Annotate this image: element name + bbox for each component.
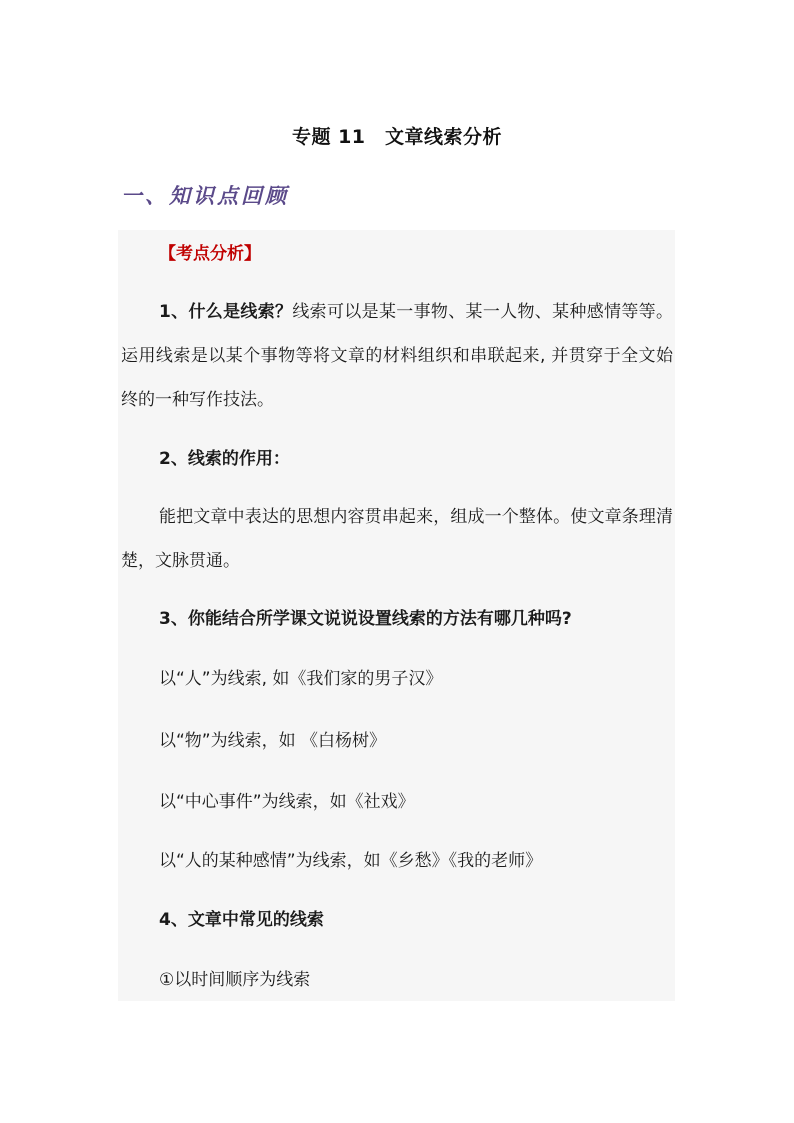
q2-paragraph: 能把文章中表达的思想内容贯串起来，组成一个整体。使文章条理清楚，文脉贯通。 (121, 507, 673, 571)
kaodian-label: 【考点分析】 (159, 244, 261, 264)
q3-heading: 3、你能结合所学课文说说设置线索的方法有哪几种吗? (159, 609, 572, 629)
q2-heading: 2、线索的作用： (159, 449, 290, 469)
q4-heading: 4、文章中常见的线索 (159, 910, 324, 930)
method-item-event: 以“中心事件”为线索，如《社戏》 (159, 792, 415, 812)
q4-item-time: ①以时间顺序为线索 (159, 970, 311, 990)
q1-text: 线索可以是某一事物、某一人物、某种感情等等。运用线索是以某个事物等将文章的材料组织和串联起来, 并贯穿于全文始终的一种写作技法。 (121, 302, 673, 410)
method-item-person: 以“人”为线索, 如《我们家的男子汉》 (159, 669, 443, 689)
method-item-emotion: 以“人的某种感情”为线索，如《乡愁》《我的老师》 (159, 851, 543, 871)
page-title: 专题 11 文章线索分析 (291, 126, 503, 148)
section-heading: 一、知识点回顾 (121, 183, 289, 208)
q1-paragraph (121, 290, 673, 422)
method-item-object: 以“物”为线索，如 《白杨树》 (159, 731, 387, 751)
q1-heading: 1、什么是线索？ (159, 302, 293, 322)
